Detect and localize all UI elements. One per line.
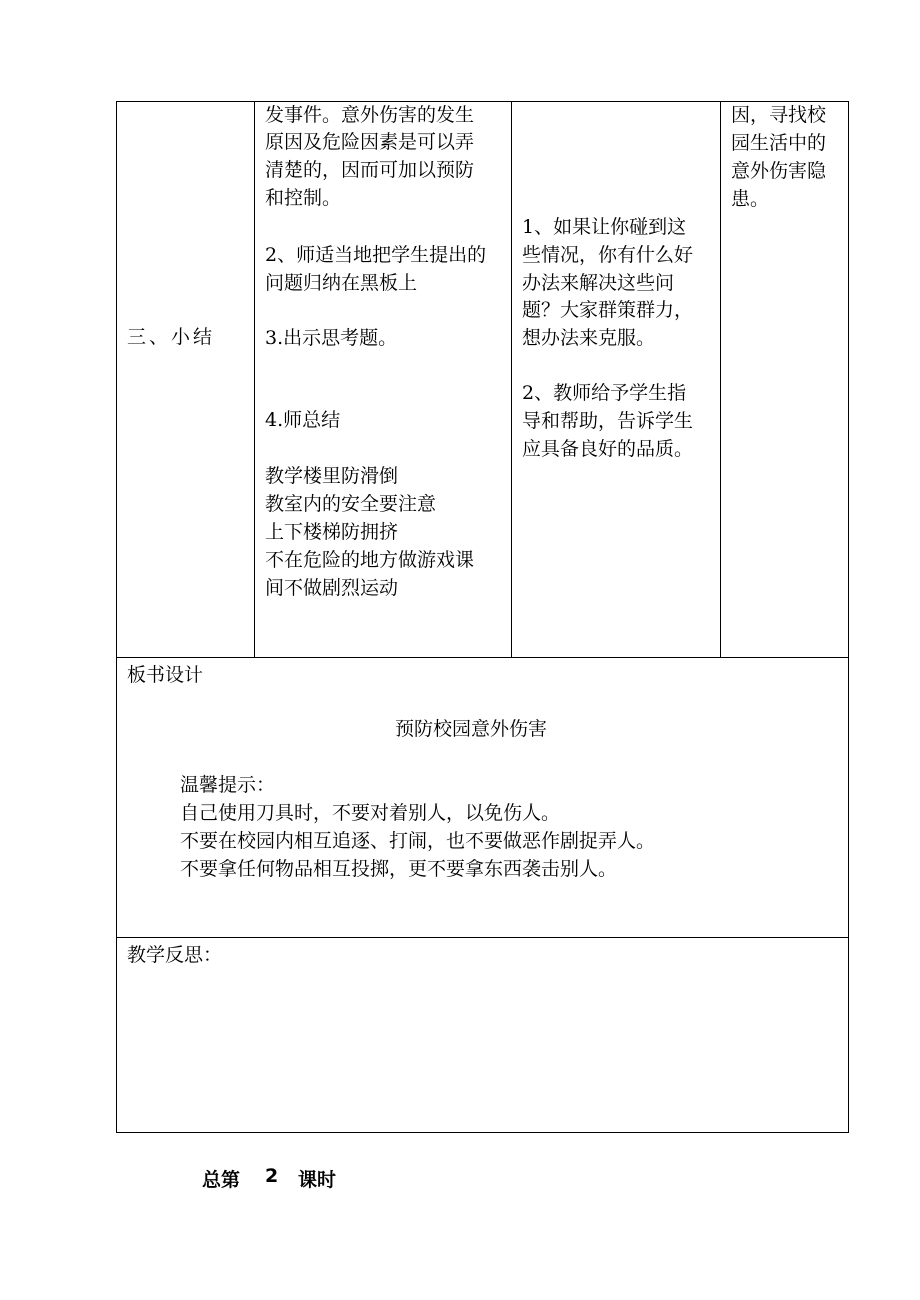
student-q1-line: 题？大家群策群力，: [522, 299, 694, 321]
design-intent-line: 患。: [731, 188, 770, 210]
board-title: 预防校园意外伤害: [395, 718, 548, 740]
table-bottom-border: [116, 1132, 849, 1133]
column-divider-1: [254, 101, 255, 658]
teacher-step3: 3.出示思考题。: [265, 327, 398, 349]
tip-line: 不要在校园内相互追逐、打闹，也不要做恶作剧捉弄人。: [180, 830, 656, 852]
student-q2-line: 导和帮助，告诉学生: [522, 410, 694, 432]
student-q1-line: 想办法来克服。: [522, 327, 656, 349]
teacher-step2-line: 问题归纳在黑板上: [265, 272, 418, 294]
design-intent-line: 园生活中的: [731, 132, 827, 154]
student-q1-line: 办法来解决这些问: [522, 272, 675, 294]
teacher-step4: 4.师总结: [265, 409, 341, 431]
student-q1-line: 1、如果让你碰到这: [522, 216, 687, 238]
stage-label: 三、小结: [127, 326, 216, 348]
row-divider-2: [116, 937, 849, 938]
summary-line: 上下楼梯防拥挤: [265, 521, 399, 543]
column-divider-2: [511, 101, 512, 658]
row-divider-1: [116, 657, 849, 658]
teacher-step2-line: 2、师适当地把学生提出的: [265, 244, 487, 266]
lesson-count-number: 2: [265, 1165, 279, 1187]
student-q2-line: 2、教师给予学生指: [522, 382, 687, 404]
reflection-label: 教学反思：: [127, 944, 223, 966]
summary-line: 教学楼里防滑倒: [265, 465, 399, 487]
student-q1-line: 些情况，你有什么好: [522, 244, 694, 266]
design-intent-line: 意外伤害隐: [731, 160, 827, 182]
summary-line: 间不做剧烈运动: [265, 577, 399, 599]
lesson-count-suffix: 课时: [298, 1169, 337, 1191]
lesson-count-prefix: 总第: [202, 1169, 241, 1191]
teacher-text-line: 和控制。: [265, 187, 342, 209]
tip-line: 不要拿任何物品相互投掷，更不要拿东西袭击别人。: [180, 858, 618, 880]
column-divider-3: [720, 101, 721, 658]
tip-line: 自己使用刀具时，不要对着别人，以免伤人。: [180, 802, 561, 824]
teacher-text-line: 原因及危险因素是可以弄: [265, 131, 475, 153]
board-design-label: 板书设计: [127, 664, 204, 686]
table-right-border: [848, 101, 849, 1133]
summary-line: 不在危险的地方做游戏课: [265, 549, 475, 571]
tips-label: 温馨提示：: [180, 774, 276, 796]
teacher-text-line: 清楚的，因而可加以预防: [265, 159, 475, 181]
design-intent-line: 因，寻找校: [731, 104, 827, 126]
table-left-border: [116, 101, 117, 1133]
student-q2-line: 应具备良好的品质。: [522, 438, 694, 460]
summary-line: 教室内的安全要注意: [265, 493, 437, 515]
teacher-text-line: 发事件。意外伤害的发生: [265, 104, 475, 126]
